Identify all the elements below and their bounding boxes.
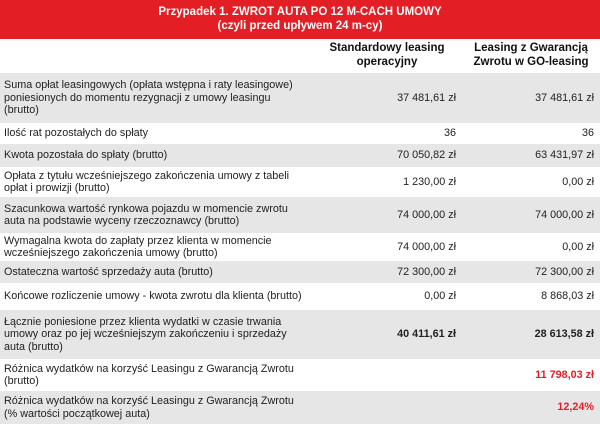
row-value-standard (312, 359, 462, 391)
row-label: Łącznie poniesione przez klienta wydatki w czasie trwania umowy oraz po jej wcześniejszym zakończeniu i sprzedaży auta (brutto) (0, 310, 312, 359)
row-value-guarantee: 8 868,03 zł (541, 290, 594, 303)
table-row (0, 233, 600, 261)
table-row (0, 261, 600, 283)
row-value-guarantee: 72 300,00 zł (462, 261, 600, 283)
table-row (0, 73, 600, 123)
row-label: Różnica wydatków na korzyść Leasingu z Gwarancją Zwrotu (% wartości początkowej auta) (0, 391, 312, 424)
row-value-standard: 36 (443, 127, 456, 140)
row-label: Ostateczna wartość sprzedaży auta (brutto) (0, 261, 312, 283)
table-row (0, 359, 600, 391)
row-value-standard: 40 411,61 zł (312, 310, 462, 359)
comparison-table (0, 73, 600, 424)
row-value-guarantee: 12,24% (462, 391, 600, 424)
row-value-standard: 74 000,00 zł (397, 240, 456, 253)
row-value-guarantee: 36 (581, 127, 594, 140)
table-row (0, 283, 600, 310)
title-line-2: (czyli przed upływem 24 m-cy) (217, 20, 383, 32)
row-label: Suma opłat leasingowych (opłata wstępna i raty leasingowe) poniesionych do momentu rezygnacji z umowy leasingu (brutto) (0, 73, 312, 123)
column-header-guarantee (462, 41, 600, 73)
column-header-standard (312, 41, 462, 73)
title-banner (0, 0, 600, 39)
row-label: Różnica wydatków na korzyść Leasingu z Gwarancją Zwrotu (brutto) (4, 362, 294, 387)
row-value-guarantee: 63 431,97 zł (462, 144, 600, 167)
row-value-standard: 0,00 zł (424, 290, 456, 303)
row-value-standard: 74 000,00 zł (312, 197, 462, 233)
table-row (0, 391, 600, 424)
table-row (0, 197, 600, 233)
row-value-standard: 37 481,61 zł (312, 73, 462, 123)
row-value-guarantee: 0,00 zł (562, 240, 594, 253)
column-header-standard-line2: operacyjny (356, 56, 418, 68)
row-label: Wymagalna kwota do zapłaty przez klienta w momencie wcześniejszego zakończenia umowy (brutto) (4, 234, 272, 259)
row-value-guarantee: 28 613,58 zł (462, 310, 600, 359)
table-row (0, 167, 600, 197)
row-value-standard: 72 300,00 zł (312, 261, 462, 283)
column-header-guarantee-line2: Zwrotu w GO-leasing (473, 56, 589, 68)
row-value-guarantee: 74 000,00 zł (462, 197, 600, 233)
row-label: Kwota pozostała do spłaty (brutto) (0, 144, 312, 167)
row-value-standard: 70 050,82 zł (312, 144, 462, 167)
row-value-guarantee: 0,00 zł (562, 175, 594, 188)
table-row (0, 144, 600, 167)
column-header-standard-line1: Standardowy leasing (329, 42, 445, 54)
row-value-standard: 1 230,00 zł (403, 175, 456, 188)
column-header-guarantee-line1: Leasing z Gwarancją (474, 42, 588, 54)
title-line-1: Przypadek 1. ZWROT AUTA PO 12 M-CACH UMOWY (158, 6, 442, 18)
row-value-standard (312, 391, 462, 424)
row-label: Końcowe rozliczenie umowy - kwota zwrotu dla klienta (brutto) (4, 290, 302, 303)
table-row (0, 310, 600, 359)
row-label: Ilość rat pozostałych do spłaty (4, 127, 149, 140)
row-value-guarantee: 11 798,03 zł (535, 368, 594, 381)
row-value-guarantee: 37 481,61 zł (462, 73, 600, 123)
row-label: Szacunkowa wartość rynkowa pojazdu w momencie zwrotu auta na podstawie wyceny rzeczoznawcy (brutto) (0, 197, 312, 233)
row-label: Opłata z tytułu wcześniejszego zakończenia umowy z tabeli opłat i prowizji (brutto) (4, 169, 290, 194)
table-row (0, 123, 600, 144)
